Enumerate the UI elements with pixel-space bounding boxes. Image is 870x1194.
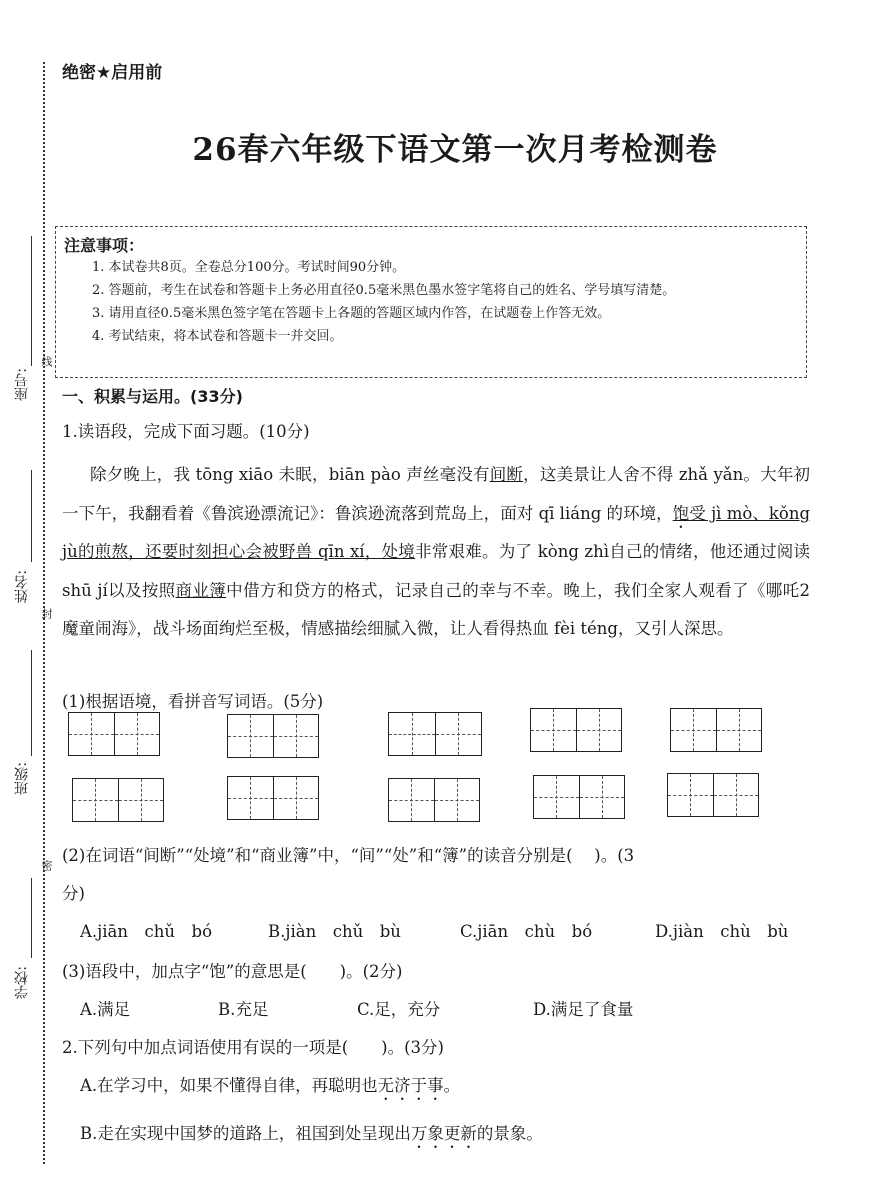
- option-a[interactable]: [80, 1072, 460, 1104]
- option-d[interactable]: D.满足了食量: [533, 1000, 634, 1019]
- option-text: B.走在实现中国梦的道路上，祖国到处呈现出: [80, 1124, 411, 1143]
- reading-passage: [62, 456, 810, 649]
- option-text: A.在学习中，如果不懂得自律，再聪明也: [80, 1076, 378, 1095]
- underlined-word: 商业簿: [175, 580, 227, 600]
- school-line: [31, 878, 32, 958]
- dotted-word: 无济于事: [377, 1076, 444, 1095]
- notice-item: 1. 本试卷共8页。全卷总分100分。考试时间90分钟。: [92, 260, 406, 275]
- answer-grid[interactable]: [68, 712, 160, 756]
- answer-grid[interactable]: [530, 708, 622, 752]
- dotted-word: 万象更新: [410, 1124, 477, 1143]
- answer-grid[interactable]: [227, 776, 319, 820]
- option-c[interactable]: C.足，充分: [357, 1000, 441, 1019]
- subquestion-3: (3)语段中，加点字“饱”的意思是( )。(2分): [62, 962, 403, 981]
- answer-grid[interactable]: [533, 775, 625, 819]
- notice-item: 3. 请用直径0.5毫米黑色签字笔在答题卡上各题的答题区域内作答，在试题卷上作答无效。: [92, 306, 611, 321]
- seat-label: 座号:: [14, 368, 30, 401]
- passage-text: 除夕晚上，我 tōng xiāo 未眠，biān pào 声丝毫没有: [90, 465, 490, 484]
- answer-grid[interactable]: [388, 778, 480, 822]
- class-label: 班级:: [14, 762, 30, 795]
- name-label: 姓名:: [14, 570, 30, 603]
- seat-line: [31, 236, 32, 366]
- answer-grid[interactable]: [388, 712, 482, 756]
- option-c[interactable]: C.jiān chù bó: [460, 922, 593, 941]
- question-2-title: 2.下列句中加点词语使用有误的一项是( )。(3分): [62, 1038, 444, 1057]
- cut-mark-secret: 密: [40, 860, 53, 871]
- notice-title: 注意事项：: [64, 236, 145, 255]
- answer-grid[interactable]: [72, 778, 164, 822]
- option-b[interactable]: B.jiàn chǔ bù: [268, 922, 401, 941]
- underlined-word: 处境: [381, 542, 416, 561]
- option-text: 的景象。: [476, 1124, 543, 1143]
- answer-grid[interactable]: [670, 708, 762, 752]
- answer-grid[interactable]: [227, 714, 319, 758]
- passage-text: 非常艰难。为了 kòng zhì自己的情绪，他还通过阅读 shū jí以及按照: [62, 542, 810, 600]
- class-line: [31, 650, 32, 756]
- notice-item: 2. 答题前，考生在试卷和答题卡上务必用直径0.5毫米黑色墨水签字笔将自己的姓名、学号填写清楚。: [92, 283, 676, 298]
- notice-item: 4. 考试结束，将本试卷和答题卡一并交回。: [92, 329, 343, 344]
- passage-text: 中借方和贷方的格式，记录自己的幸与不幸。晚上，我们全家人观看了《哪吒2魔童闹海》，战斗场面绚烂至极，情感描绘细腻入微，让人看得热血 fèi téng，又引人深思。: [62, 580, 811, 638]
- subquestion-2-cont: 分): [62, 884, 85, 903]
- cut-mark-line: 线: [40, 356, 53, 367]
- passage-text: ，这美景让人舍不得 zhǎ yǎn。大年初一下午，我翻看着《鲁滨逊漂流记》：鲁滨逊流落到荒岛上，面对 qī liáng 的环境，: [62, 465, 811, 523]
- school-label: 学校:: [14, 966, 30, 999]
- underlined-word: 间断: [489, 465, 524, 484]
- subquestion-2: (2)在词语“间断”“处境”和“商业簿”中，“间”“处”和“簿”的读音分别是( )。(3: [62, 846, 635, 865]
- option-a[interactable]: A.满足: [80, 1000, 131, 1019]
- option-b[interactable]: B.充足: [218, 1000, 269, 1019]
- passage-text: 受 jì mò、kǒng jù的煎熬，还要时刻担心会被野兽 qīn xí，: [62, 503, 811, 561]
- question-1-title: 1.读语段，完成下面习题。(10分): [62, 422, 310, 441]
- option-d[interactable]: D.jiàn chù bù: [655, 922, 789, 941]
- dotted-word: 饱: [672, 503, 690, 523]
- exam-title: 26春六年级下语文第一次月考检测卷: [192, 132, 718, 168]
- confidential-mark: 绝密★启用前: [62, 63, 163, 83]
- option-text: 。: [443, 1076, 461, 1095]
- section-heading: 一、积累与运用。(33分): [62, 387, 243, 406]
- name-line: [31, 470, 32, 562]
- answer-grid[interactable]: [667, 773, 759, 817]
- option-a[interactable]: A.jiān chǔ bó: [80, 922, 213, 941]
- option-b[interactable]: [80, 1120, 543, 1152]
- notice-box: [55, 226, 807, 378]
- cut-mark-seal: 封: [40, 608, 53, 619]
- subquestion-1: (1)根据语境，看拼音写词语。(5分): [62, 692, 324, 711]
